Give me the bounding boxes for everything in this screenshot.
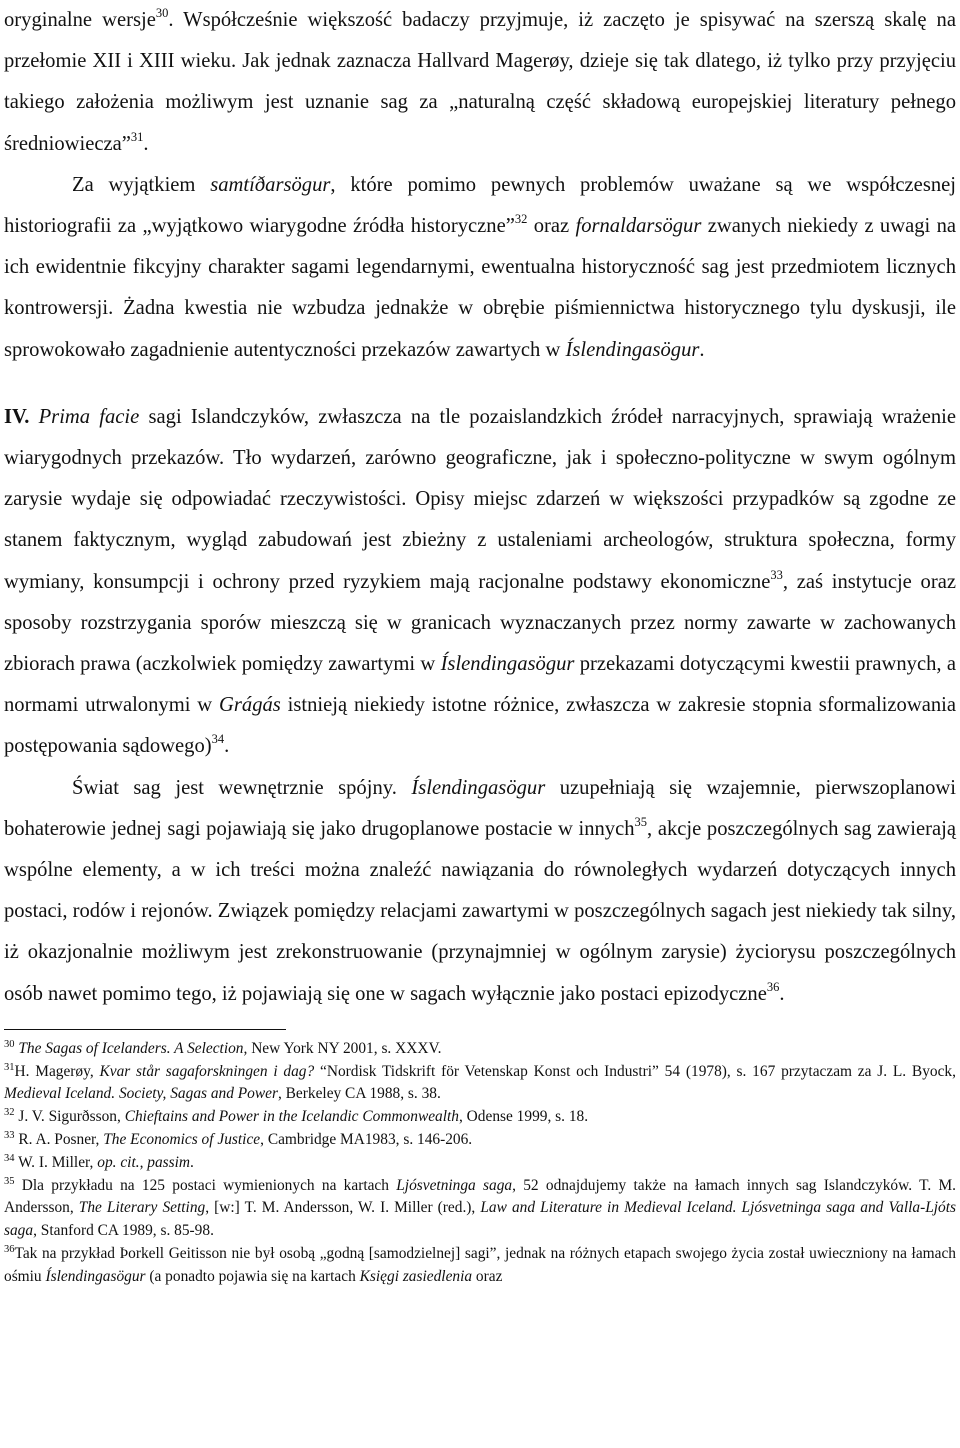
footnote-marker: 31 [130,129,144,144]
text-run: , Stanford CA 1989, s. 85-98. [33,1222,214,1240]
text-run: , zaś instytucje oraz sposoby rozstrzygania sporów mieszczą się w granicach wyznaczanych przez normy zawarte w zachowanych zbiorach prawa (aczkolwiek pomiędzy zawartymi w [4,570,956,676]
footnote [4,1106,956,1129]
text-run: , [w:] T. M. Andersson, W. I. Miller (red.), [205,1199,481,1217]
text-run: New York NY 2001, s. XXXV. [247,1039,442,1057]
italic-run: Księgi zasiedlenia [359,1267,473,1285]
italic-run: The Sagas of Icelanders. A Selection, [18,1039,248,1057]
italic-run: Prima facie [38,405,140,428]
text-run: zwanych niekiedy z uwagi na ich ewidentnie fikcyjny charakter sagami legendarnymi, ewentualna historyczność sag jest przedmiotem licznych kontrowersji. Żadna kwestia nie wzbudza jednakże w obrębie piśmiennictwa historycznego tylu dyskusji, ile sprowokowało zagadnienie autentyczności przekazów zawartych w [4,215,957,361]
text-run: , Berkeley CA 1988, s. 38. [277,1085,441,1103]
footnote [4,1129,956,1152]
paragraph [4,165,956,371]
text-run: R. A. Posner, [14,1131,104,1149]
italic-run: Íslendingasögur [45,1267,146,1285]
text-run: . [143,132,149,155]
text-run: . [224,735,230,758]
footnote-marker: 35 [4,1175,15,1187]
footnotes [4,1038,956,1289]
text-run [29,406,38,428]
body-text [4,0,956,1015]
text-run: istnieją niekiedy istotne różnice, zwłaszcza w zakresie stopnia sformalizowania postępowania sądowego) [4,694,956,758]
footnote-marker: 33 [770,567,783,582]
text-run: oraz [527,215,576,238]
italic-run: Íslendingasögur [411,776,546,799]
text-run: , 52 odnajdujemy także na łamach innych sag Islandczyków. T. M. Andersson, [4,1176,956,1217]
text-run: przekazami dotyczącymi kwestii prawnych, a normami utrwalonymi w [4,653,956,717]
text-run: . [779,982,785,1005]
italic-run: The Economics of Justice [103,1131,261,1149]
footnote-marker: 32 [514,212,528,227]
paragraph [4,397,956,768]
text-run: oryginalne wersje [4,9,156,31]
text-run: “Nordisk Tidskrift för Vetenskap Konst och Industri” 54 (1978), s. 167 przytaczam za J. L. Byock, [314,1062,956,1080]
footnote [4,1175,956,1243]
text-run: (a ponadto pojawia się na kartach [145,1267,360,1285]
text-run: Za wyjątkiem [72,173,211,196]
text-run: sagi Islandczyków, zwłaszcza na tle pozaislandzkich źródeł narracyjnych, sprawiają wrażenie wiarygodnych przekazów. Tło wydarzeń, zarówno geograficzne, jak i społeczno-polityczne w swym ogólnym zarysie wydaje się odpowiadać rzeczywistości. Opisy miejsc zdarzeń w większości przypadków są zgodne ze stanem faktycznym, wygląd zabudowań jest zbieżny z ustaleniami archeologów, struktura społeczna, formy wymiany, konsumpcji i ochrony przed ryzykiem mają racjonalne podstawy ekonomiczne [4,405,957,593]
footnote-marker: 33 [4,1130,15,1142]
text-run: . [699,338,705,361]
footnote [4,1152,956,1175]
text-run: W. I. Miller, [14,1153,98,1171]
footnote-marker: 30 [4,1038,15,1050]
section-number: IV. [4,405,30,428]
text-run: Świat sag jest wewnętrznie spójny. [72,776,412,799]
italic-run: Ljósvetninga saga [396,1176,513,1194]
text-run: uzupełniają się wzajemnie, pierwszoplanowi bohaterowie jednej sagi pojawiają się jako drugoplanowe postacie w innych [4,776,956,840]
italic-run: Law and Literature in Medieval Iceland. Ljósvetninga saga and Valla-Ljóts saga [4,1199,957,1240]
text-run: Tak na przykład Þorkell Geitisson nie był osobą „godną [samodzielnej] sagi”, jednak na różnych etapach swojego życia został uwieczniony na łamach ośmiu [4,1245,956,1285]
text-run: Dla przykładu na 125 postaci wymienionych na kartach [14,1176,397,1194]
text-run: , Cambridge MA1983, s. 146-206. [260,1131,473,1149]
document-page [4,0,956,1289]
italic-run: The Literary Setting [78,1199,206,1217]
footnote-marker: 34 [211,732,225,747]
footnote [4,1061,956,1107]
text-run: , które pomimo pewnych problemów uważane są we współczesnej historiografii za „wyjątkowo wiarygodne źródła historyczne” [4,173,956,238]
footnote [4,1038,956,1061]
paragraph [4,768,956,1015]
text-run: , akcje poszczególnych sag zawierają wspólne elementy, a w ich treści można znaleźć nawiązania do równoległych wydarzeń dotyczących innych postaci, rodów i rejonów. Związek pomiędzy relacjami zawartymi w poszczególnych sagach jest niekiedy tak silny, iż okazjonalnie możliwym jest zrekonstruowanie (przynajmniej w ogólnym zarysie) życiorysu poszczególnych osób nawet pomimo tego, iż pojawiają się one w sagach wyłącznie jako postaci epizodyczne [4,817,957,1005]
footnote [4,1243,956,1289]
italic-run: fornaldarsögur [575,215,702,238]
italic-run: Íslendingasögur [565,338,700,361]
footnote-marker: 32 [4,1107,15,1119]
italic-run: Grágás [219,694,281,717]
footnote-marker: 34 [4,1152,15,1164]
text-run: . [190,1153,194,1171]
text-run: J. V. Sigurðsson, [14,1108,125,1126]
italic-run: op. cit., passim [97,1153,191,1171]
paragraph [4,0,956,165]
text-run: H. Magerøy, [14,1062,100,1080]
footnote-marker: 30 [155,6,169,20]
section-gap [4,371,956,397]
italic-run: Kvar står sagaforskningen i dag? [99,1062,315,1080]
italic-run: Chieftains and Power in the Icelandic Commonwealth [124,1108,459,1126]
italic-run: Íslendingasögur [440,653,575,676]
text-run: . Współcześnie większość badaczy przyjmuje, iż zaczęto je spisywać na szerszą skalę na przełomie XII i XIII wieku. Jak jednak zaznacza Hallvard Magerøy, dzieje się tak dlatego, iż tylko przy przyjęciu takiego założenia możliwym jest uznanie sag za „naturalną część składową europejskiej literatury pełnego średniowiecza” [4,9,956,155]
italic-run: samtíðarsögur [210,173,331,196]
footnote-marker: 31 [4,1061,15,1073]
footnote-marker: 36 [4,1244,15,1256]
footnote-marker: 36 [766,979,780,994]
text-run: , Odense 1999, s. 18. [458,1108,589,1126]
footnote-separator [4,1029,286,1030]
italic-run: Medieval Iceland. Society, Sagas and Power [4,1085,278,1103]
footnote-marker: 35 [634,814,648,829]
text-run: oraz [472,1267,503,1285]
